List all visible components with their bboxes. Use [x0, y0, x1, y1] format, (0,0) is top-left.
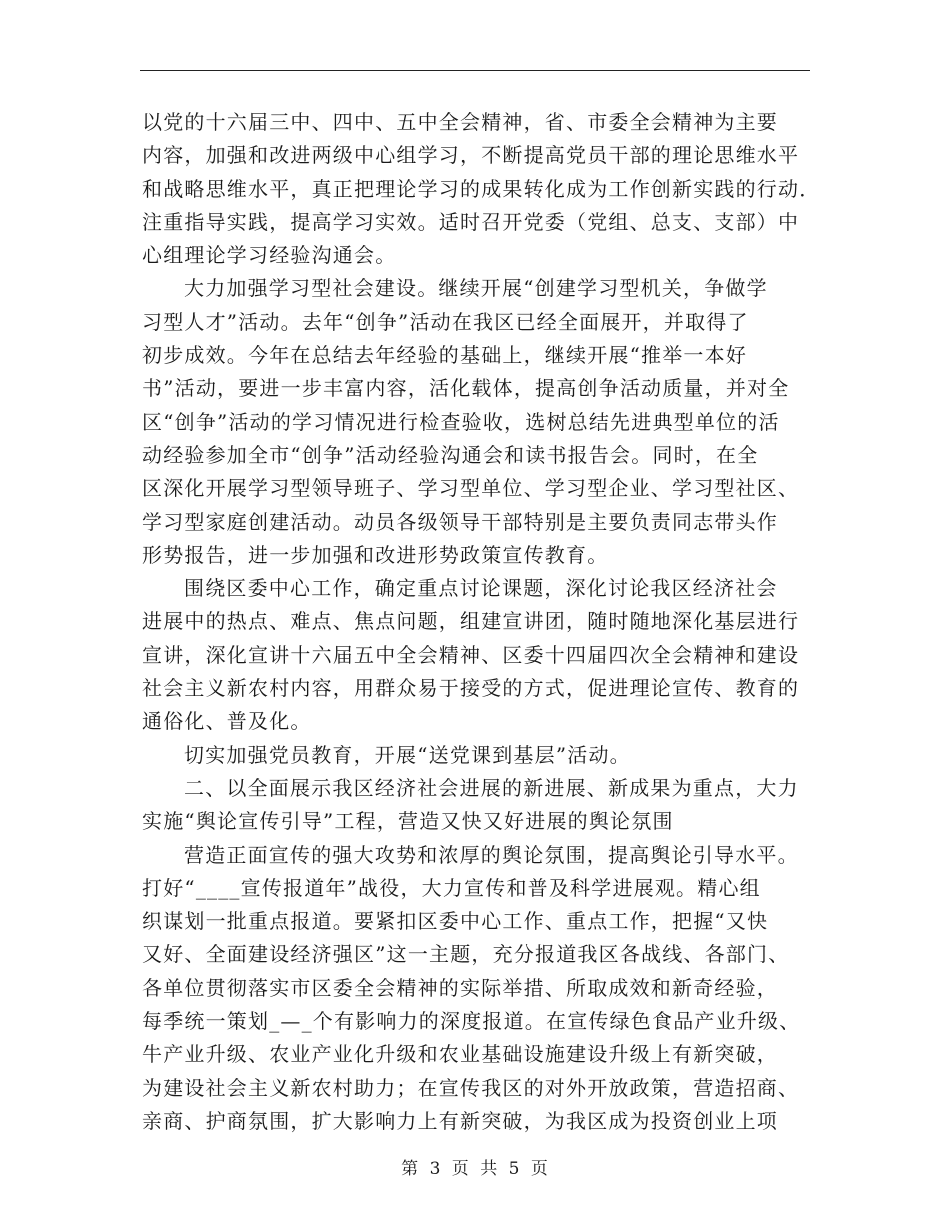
- footer-label-total-unit: 页: [530, 1159, 549, 1179]
- text-line: 内容，加强和改进两级中心组学习，不断提高党员干部的理论思维水平: [142, 143, 800, 168]
- footer-current-page: 3: [429, 1159, 442, 1179]
- text-line: 形势报告，进一步加强和改进形势政策宣传教育。: [142, 542, 609, 567]
- text-line: 初步成效。今年在总结去年经验的基础上，继续开展“推举一本好: [142, 343, 748, 368]
- text-line: 各单位贯彻落实市区委全会精神的实际举措、所取成效和新奇经验，: [142, 975, 778, 1000]
- text-line: 书”活动，要进一步丰富内容，活化载体，提高创争活动质量，并对全: [142, 376, 790, 401]
- text-line: 每季统一策划_—_个有影响力的深度报道。在宣传绿色食品产业升级、: [142, 1009, 801, 1034]
- text-line: 通俗化、普及化。: [142, 709, 312, 734]
- text-line: 动经验参加全市“创争”活动经验沟通会和读书报告会。同时，在全: [142, 442, 759, 467]
- footer-label-page: 第: [401, 1159, 420, 1179]
- document-body: [142, 106, 821, 1138]
- text-line: 围绕区委中心工作，确定重点讨论课题，深化讨论我区经济社会: [184, 576, 778, 601]
- text-line: 切实加强党员教育，开展“送党课到基层”活动。: [184, 742, 631, 767]
- text-line: 又好、全面建设经济强区”这一主题，充分报道我区各战线、各部门、: [142, 942, 790, 967]
- text-line: 进展中的热点、难点、焦点问题，组建宣讲团，随时随地深化基层进行: [142, 609, 800, 634]
- footer-label-page-unit: 页: [451, 1159, 470, 1179]
- text-line: 大力加强学习型社会建设。继续开展“创建学习型机关，争做学: [184, 276, 768, 301]
- text-line: 打好“____宣传报道年”战役，大力宣传和普及科学进展观。精心组: [142, 875, 761, 900]
- text-line: 为建设社会主义新农村助力；在宣传我区的对外开放政策，营造招商、: [142, 1075, 800, 1100]
- text-line: 心组理论学习经验沟通会。: [142, 243, 397, 268]
- text-line: 和战略思维水平，真正把理论学习的成果转化成为工作创新实践的行动．: [142, 176, 821, 201]
- text-line: 以党的十六届三中、四中、五中全会精神，省、市委全会精神为主要: [142, 110, 778, 134]
- text-line: 牛产业升级、农业产业化升级和农业基础设施建设升级上有新突破，: [142, 1042, 778, 1067]
- footer-total-pages: 5: [508, 1159, 521, 1179]
- footer-label-total: 共: [480, 1159, 499, 1179]
- text-line: 实施“舆论宣传引导”工程，营造又快又好进展的舆论氛围: [142, 809, 674, 834]
- text-line: 织谋划一批重点报道。要紧扣区委中心工作、重点工作，把握“又快: [142, 909, 769, 934]
- text-line: 注重指导实践，提高学习实效。适时召开党委（党组、总支、支部）中: [142, 209, 800, 234]
- text-line: 习型人才”活动。去年“创争”活动在我区已经全面展开，并取得了: [142, 309, 749, 334]
- text-line: 亲商、护商氛围，扩大影响力上有新突破，为我区成为投资创业上项: [142, 1108, 778, 1133]
- text-line: 宣讲，深化宣讲十六届五中全会精神、区委十四届四次全会精神和建设: [142, 642, 800, 667]
- text-line: 区“创争”活动的学习情况进行检查验收，选树总结先进典型单位的活: [142, 409, 780, 434]
- text-line: 营造正面宣传的强大攻势和浓厚的舆论氛围，提高舆论引导水平。: [184, 842, 799, 867]
- text-line: 二、以全面展示我区经济社会进展的新进展、新成果为重点，大力: [184, 775, 799, 800]
- header-rule: [140, 70, 810, 71]
- text-line: 学习型家庭创建活动。动员各级领导干部特别是主要负责同志带头作: [142, 509, 778, 534]
- page-footer: [0, 1154, 950, 1179]
- text-line: 区深化开展学习型领导班子、学习型单位、学习型企业、学习型社区、: [142, 476, 800, 501]
- text-line: 社会主义新农村内容，用群众易于接受的方式，促进理论宣传、教育的: [142, 676, 800, 701]
